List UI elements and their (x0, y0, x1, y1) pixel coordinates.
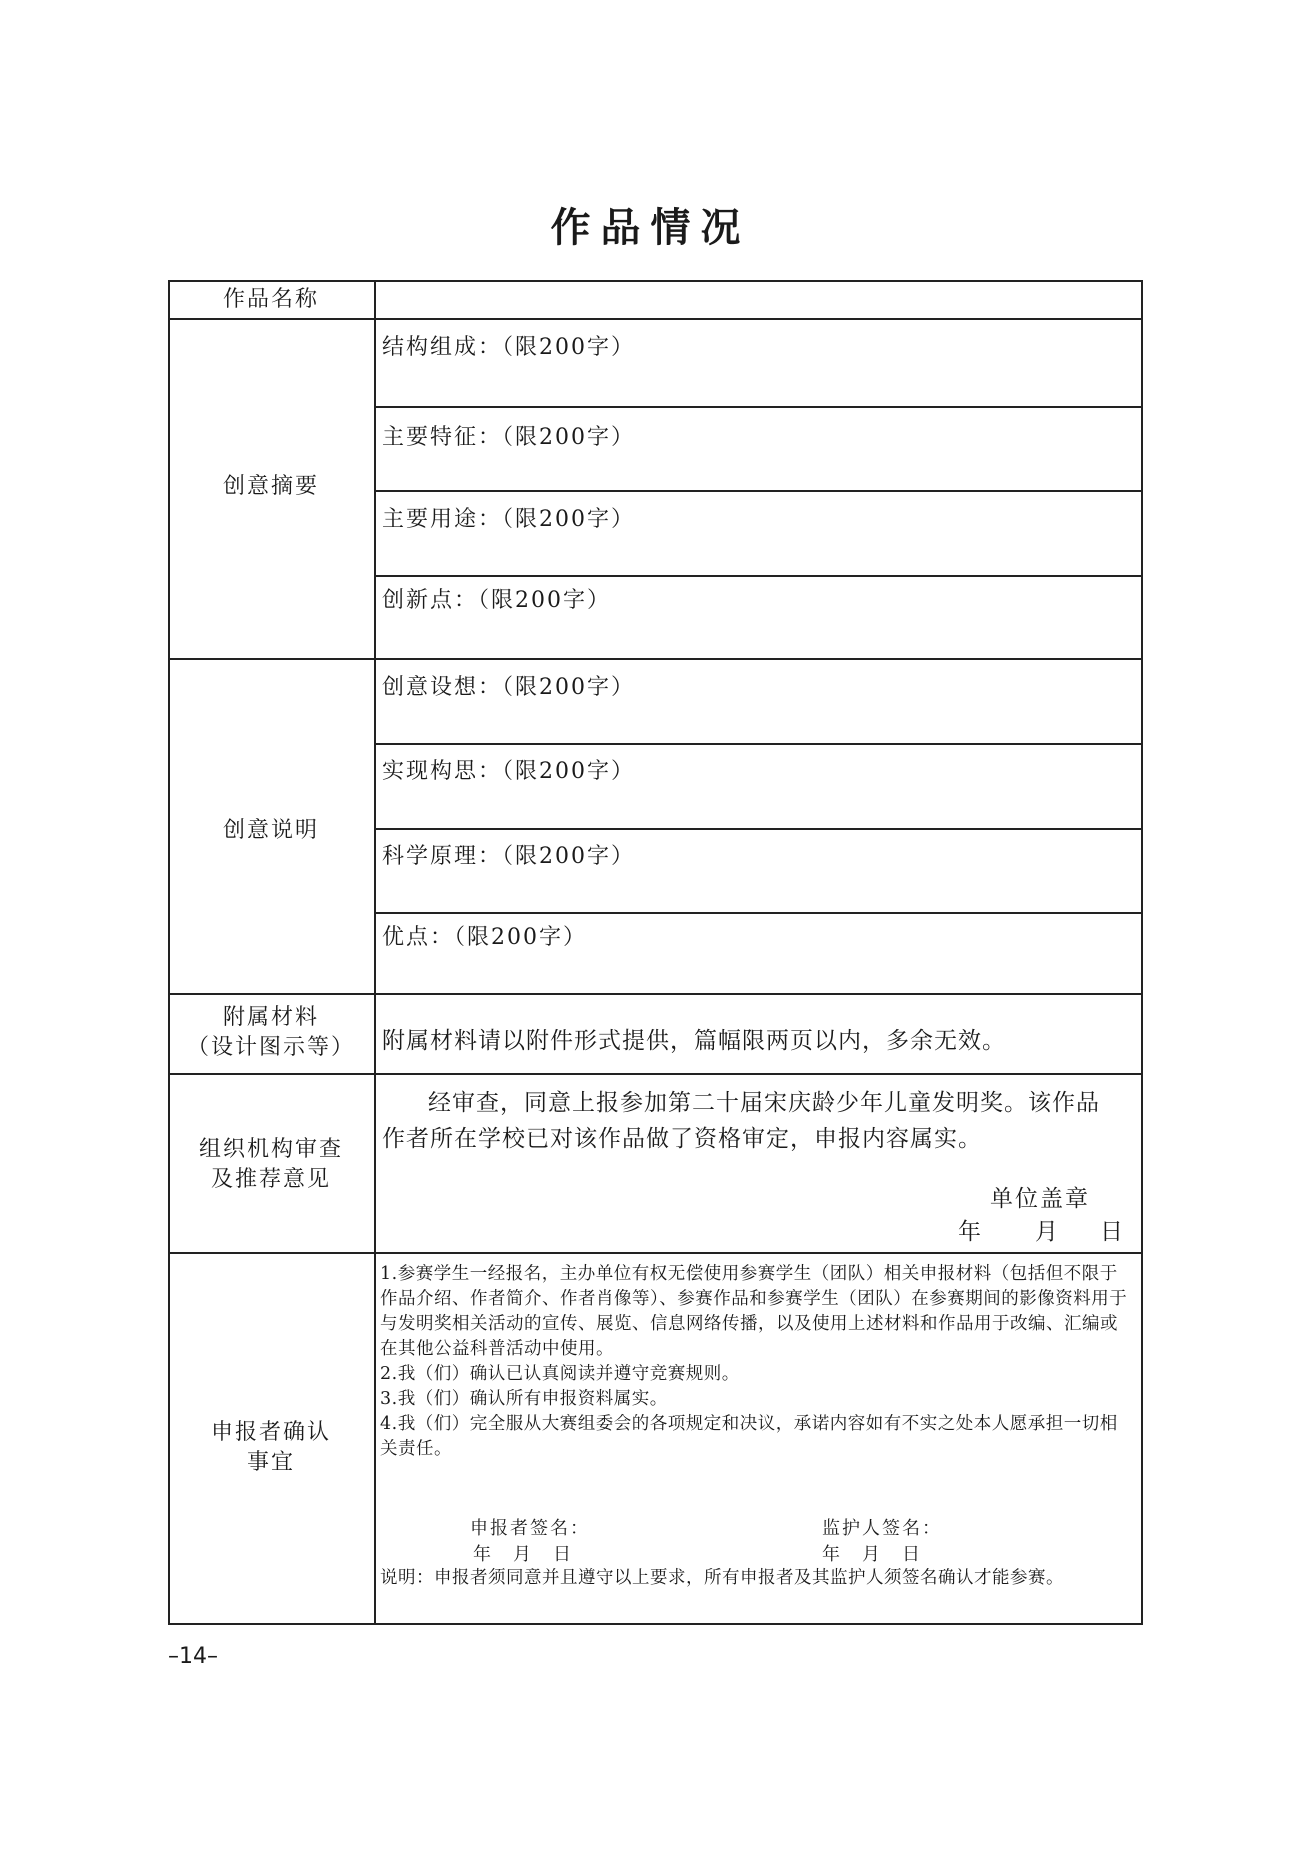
field-main-uses[interactable]: 主要用途：（限200字） (382, 507, 635, 532)
applicant-signature-label[interactable]: 申报者签名： (470, 1518, 590, 1539)
applicant-signature-date: 年 月 日 (473, 1544, 573, 1565)
term-item: 3.我（们）确认所有申报资料属实。 (380, 1389, 668, 1409)
row-divider (168, 1073, 1143, 1075)
field-divider (374, 828, 1143, 830)
field-structure[interactable]: 结构组成：（限200字） (382, 335, 635, 360)
label-attachments-line1: 附属材料 (222, 1005, 319, 1030)
label-attachments (168, 1003, 374, 1063)
terms-list (380, 1262, 1135, 1462)
field-idea[interactable]: 创意设想：（限200字） (382, 675, 635, 700)
label-review-line1: 组织机构审查 (198, 1137, 343, 1162)
field-innovation[interactable]: 创新点：（限200字） (382, 588, 611, 613)
label-confirm-line1: 申报者确认 (210, 1420, 331, 1445)
stamp-year: 年 (958, 1219, 983, 1245)
term-item: 2.我（们）确认已认真阅读并遵守竞赛规则。 (380, 1364, 740, 1384)
label-review (168, 1135, 374, 1195)
label-attachments-line2: （设计图示等） (186, 1035, 355, 1060)
attachment-note: 附属材料请以附件形式提供，篇幅限两页以内，多余无效。 (382, 1028, 1006, 1054)
label-review-line2: 及推荐意见 (210, 1167, 331, 1192)
signature-note: 说明：申报者须同意并且遵守以上要求，所有申报者及其监护人须签名确认才能参赛。 (380, 1568, 1064, 1588)
field-divider (374, 490, 1143, 492)
field-advantages[interactable]: 优点：（限200字） (382, 925, 587, 950)
field-divider (374, 743, 1143, 745)
term-item: 1.参赛学生一经报名，主办单位有权无偿使用参赛学生（团队）相关申报材料（包括但不限于作品介绍、作者简介、作者肖像等）、参赛作品和参赛学生（团队）在参赛期间的影像资料用于与发明奖相关活动的宣传、展览、信息网络传播，以及使用上述材料和作品用于改编、汇编或在其他公益科普活动中使用。 (380, 1264, 1128, 1359)
guardian-signature-label[interactable]: 监护人签名： (822, 1518, 942, 1539)
field-divider (374, 912, 1143, 914)
review-text: 经审查，同意上报参加第二十届宋庆龄少年儿童发明奖。该作品作者所在学校已对该作品做了资格审定，申报内容属实。 (382, 1090, 1100, 1152)
row-divider (168, 1252, 1143, 1254)
field-divider (374, 575, 1143, 577)
column-divider (374, 280, 376, 1625)
guardian-signature-date: 年 月 日 (822, 1544, 922, 1565)
stamp-day: 日 (1100, 1219, 1125, 1245)
row-divider (168, 318, 1143, 320)
stamp-month: 月 (1035, 1219, 1060, 1245)
field-implementation[interactable]: 实现构思：（限200字） (382, 759, 635, 784)
stamp-label: 单位盖章 (990, 1186, 1090, 1212)
row-divider (168, 658, 1143, 660)
label-confirm (168, 1418, 374, 1478)
row-divider (168, 993, 1143, 995)
label-work-name: 作品名称 (222, 287, 319, 312)
field-divider (374, 406, 1143, 408)
field-science-principle[interactable]: 科学原理：（限200字） (382, 844, 635, 869)
label-summary: 创意摘要 (222, 474, 319, 499)
term-item: 4.我（们）完全服从大赛组委会的各项规定和决议，承诺内容如有不实之处本人愿承担一切相关责任。 (380, 1414, 1118, 1459)
label-explanation: 创意说明 (222, 818, 319, 843)
label-confirm-line2: 事宜 (246, 1450, 295, 1475)
field-main-features[interactable]: 主要特征：（限200字） (382, 425, 635, 450)
page-number: –14– (168, 1644, 218, 1669)
page-title: 作品情况 (550, 205, 751, 251)
